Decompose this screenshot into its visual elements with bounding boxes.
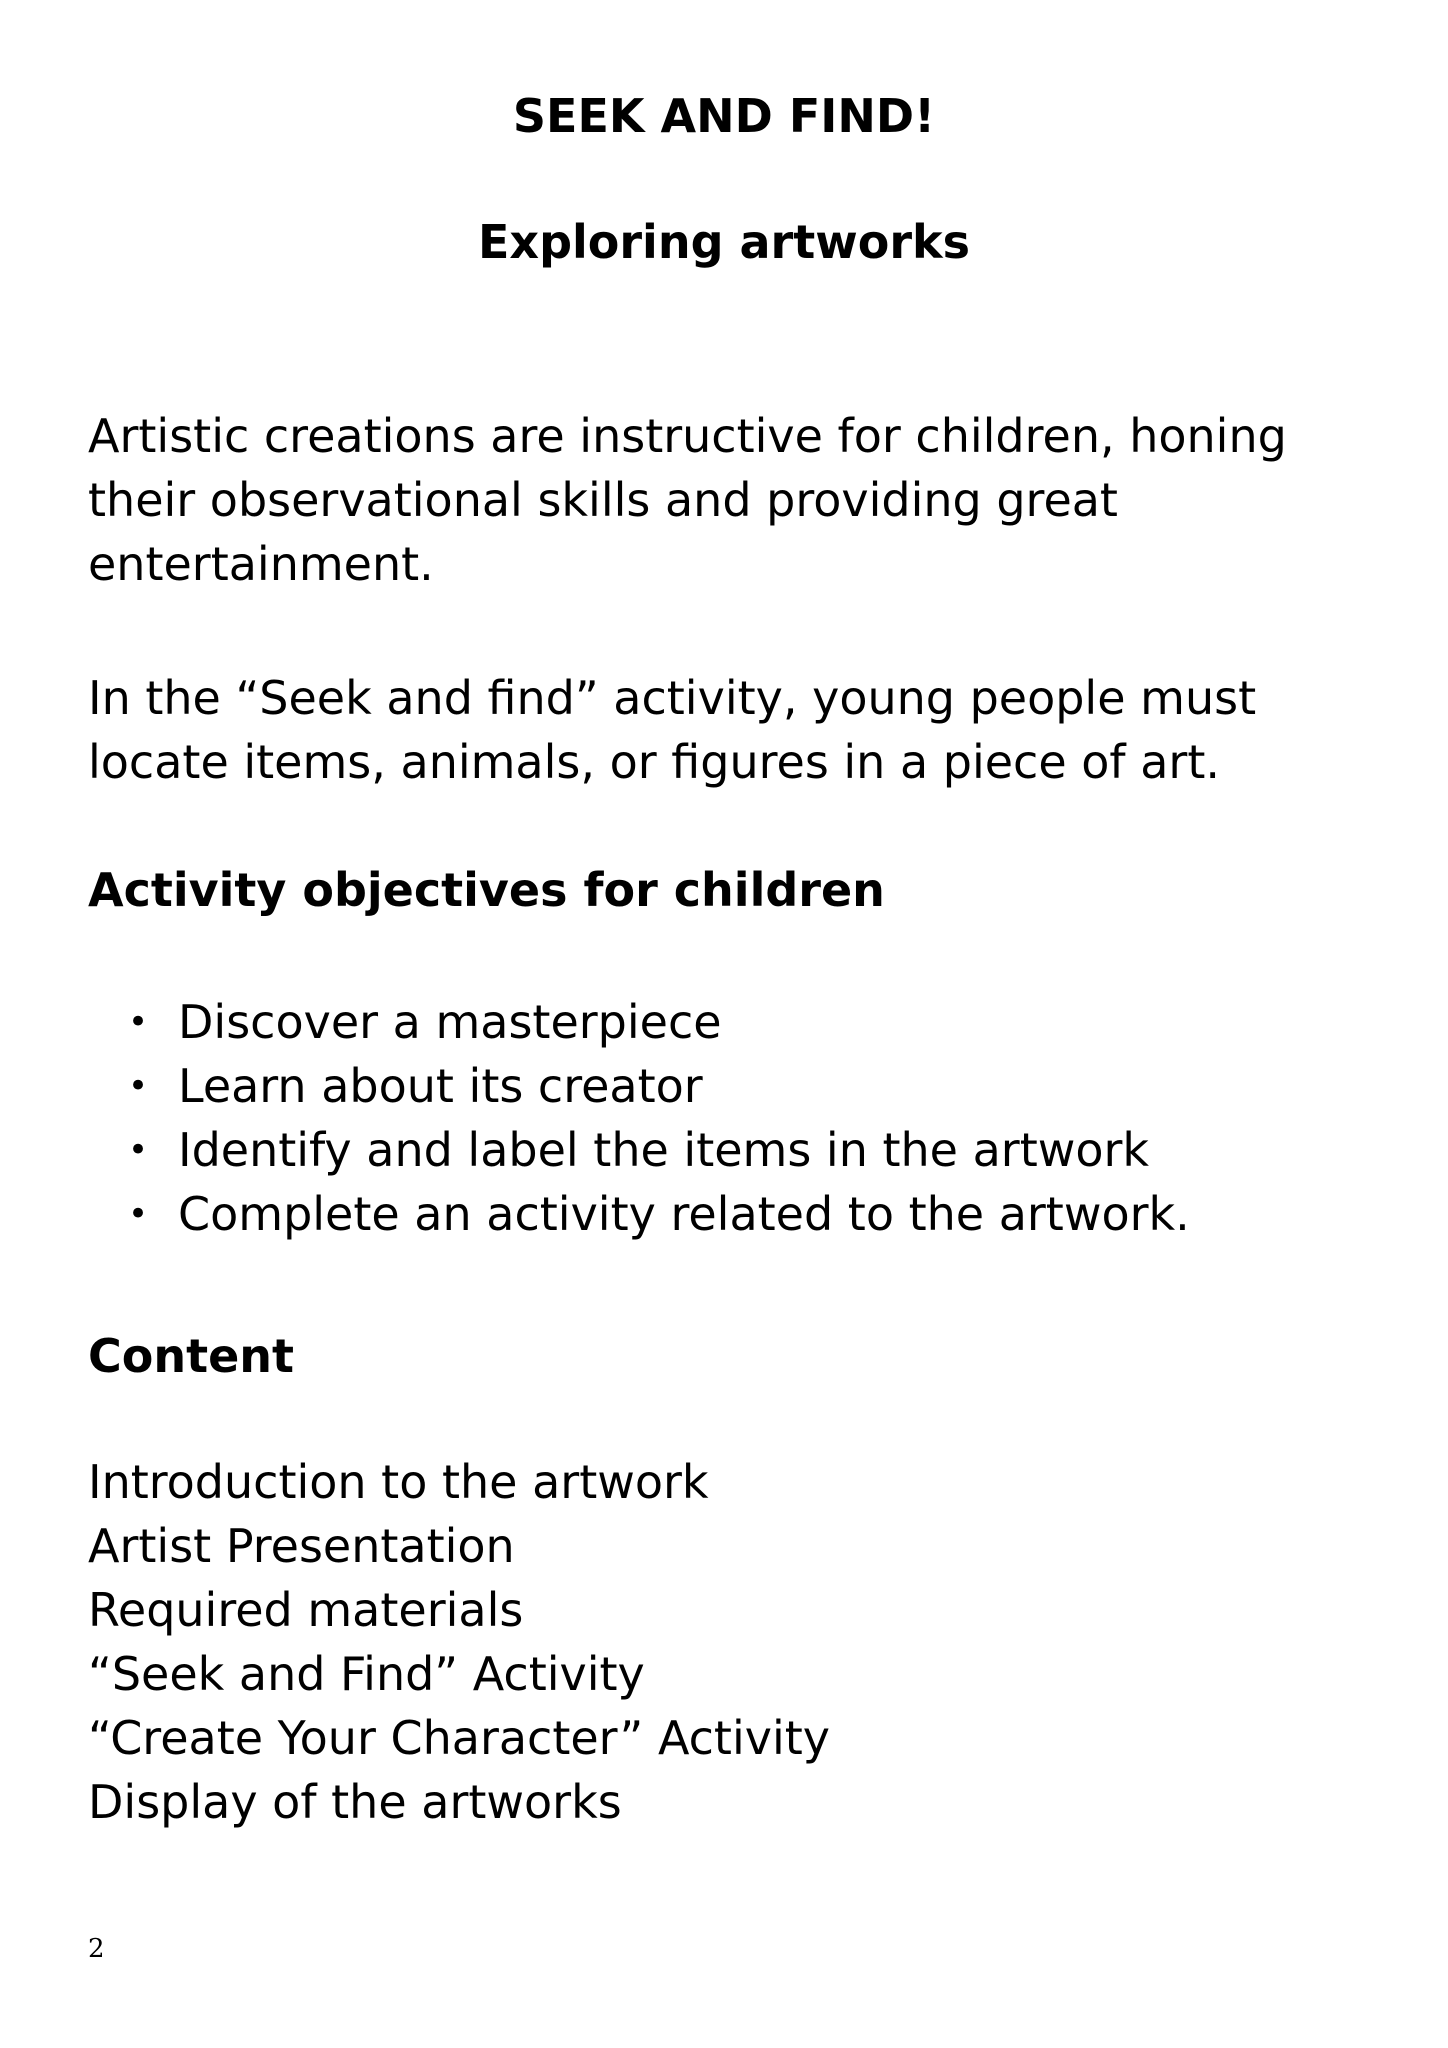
objective-text: Complete an activity related to the artwork.: [178, 1187, 1190, 1241]
activity-paragraph: In the “Seek and find” activity, young people must locate items, animals, or figures in a piece of art.: [88, 671, 1257, 789]
list-item: “Create Your Character” Activity: [88, 1711, 830, 1765]
list-item: [88, 1054, 1190, 1118]
bullet-icon: •: [128, 1066, 149, 1106]
page-title: SEEK AND FIND!: [512, 89, 936, 143]
list-item: [88, 990, 1190, 1054]
list-item: [88, 1182, 1190, 1246]
content-heading: Content: [88, 1329, 295, 1383]
bullet-icon: •: [128, 1194, 149, 1234]
list-item: [88, 1118, 1190, 1182]
objectives-list: [88, 990, 1190, 1246]
objective-text: Discover a masterpiece: [178, 995, 722, 1049]
list-item: Introduction to the artwork: [88, 1455, 709, 1509]
bullet-icon: •: [128, 1130, 149, 1170]
list-item: Display of the artworks: [88, 1775, 622, 1829]
objectives-heading: Activity objectives for children: [88, 863, 885, 917]
page-subtitle: Exploring artworks: [477, 215, 970, 269]
objective-text: Learn about its creator: [178, 1059, 703, 1113]
list-item: Required materials: [88, 1583, 524, 1637]
bullet-icon: •: [128, 1002, 149, 1042]
intro-paragraph: Artistic creations are instructive for children, honing their observational skills and providing great entertainment.: [88, 409, 1287, 591]
list-item: “Seek and Find” Activity: [88, 1647, 645, 1701]
page-number: 2: [88, 1934, 105, 1964]
content-list: [88, 1450, 830, 1834]
objective-text: Identify and label the items in the artwork: [178, 1123, 1150, 1177]
list-item: Artist Presentation: [88, 1519, 515, 1573]
